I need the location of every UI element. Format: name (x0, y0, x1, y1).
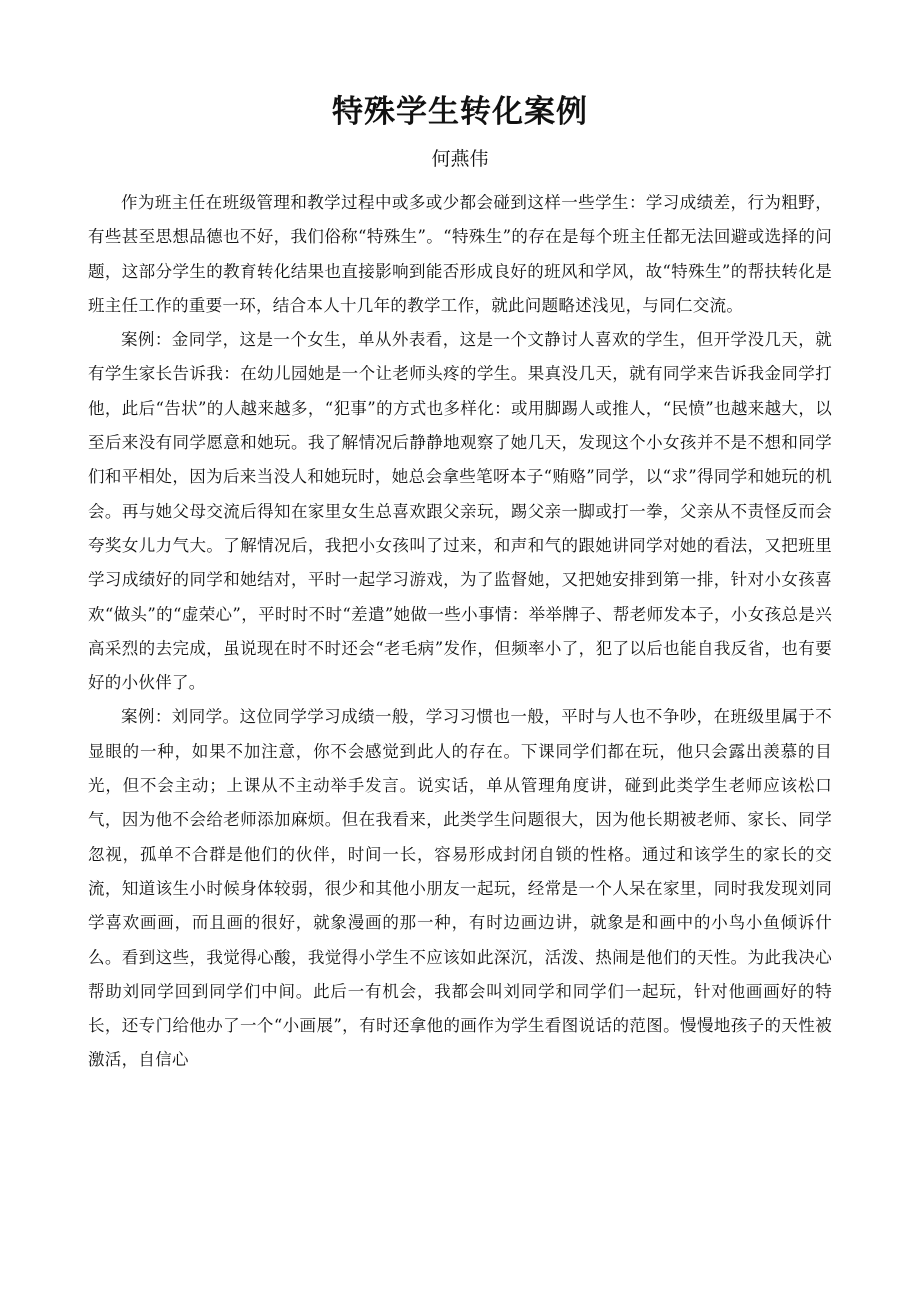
paragraph-case-liu: 案例：刘同学。这位同学学习成绩一般，学习习惯也一般，平时与人也不争吵，在班级里属于不显眼的一种，如果不加注意，你不会感觉到此人的存在。下课同学们都在玩，他只会露出羡慕的目光，但不会主动；上课从不主动举手发言。说实话，单从管理角度讲，碰到此类学生老师应该松口气，因为他不会给老师添加麻烦。但在我看来，此类学生问题很大，因为他长期被老师、家长、同学忽视，孤单不合群是他们的伙伴，时间一长，容易形成封闭自锁的性格。通过和该学生的家长的交流，知道该生小时候身体较弱，很少和其他小朋友一起玩，经常是一个人呆在家里，同时我发现刘同学喜欢画画，而且画的很好，就象漫画的那一种，有时边画边讲，就象是和画中的小鸟小鱼倾诉什么。看到这些，我觉得心酸，我觉得小学生不应该如此深沉，活泼、热闹是他们的天性。为此我决心帮助刘同学回到同学们中间。此后一有机会，我都会叫刘同学和同学们一起玩，针对他画画好的特长，还专门给他办了一个“小画展”，有时还拿他的画作为学生看图说话的范图。慢慢地孩子的天性被激活，自信心 (88, 707, 832, 1070)
paragraph-intro: 作为班主任在班级管理和教学过程中或多或少都会碰到这样一些学生：学习成绩差，行为粗野，有些甚至思想品德也不好，我们俗称“特殊生”。“特殊生”的存在是每个班主任都无法回避或选择的问题，这部分学生的教育转化结果也直接影响到能否形成良好的班风和学风，故“特殊生”的帮扶转化是班主任工作的重要一环，结合本人十几年的教学工作，就此问题略述浅见，与同仁交流。 (88, 193, 832, 315)
document-title: 特殊学生转化案例 (332, 94, 588, 130)
document-page (88, 88, 832, 1078)
paragraph-case-jin: 案例：金同学，这是一个女生，单从外表看，这是一个文静讨人喜欢的学生，但开学没几天，就有学生家长告诉我：在幼儿园她是一个让老师头疼的学生。果真没几天，就有同学来告诉我金同学打他，此后“告状”的人越来越多，“犯事”的方式也多样化：或用脚踢人或推人，“民愤”也越来越大，以至后来没有同学愿意和她玩。我了解情况后静静地观察了她几天，发现这个小女孩并不是不想和同学们和平相处，因为后来当没人和她玩时，她总会拿些笔呀本子“贿赂”同学，以“求”得同学和她玩的机会。再与她父母交流后得知在家里女生总喜欢跟父亲玩，踢父亲一脚或打一拳，父亲从不责怪反而会夸奖女儿力气大。了解情况后，我把小女孩叫了过来，和声和气的跟她讲同学对她的看法，又把班里学习成绩好的同学和她结对，平时一起学习游戏，为了监督她，又把她安排到第一排，针对小女孩喜欢“做头”的“虚荣心”，平时时不时“差遣”她做一些小事情：举举牌子、帮老师发本子，小女孩总是兴高采烈的去完成，虽说现在时不时还会“老毛病”发作，但频率小了，犯了以后也能自我反省，也有要好的小伙伴了。 (88, 330, 832, 693)
document-body (88, 186, 832, 1078)
document-author: 何燕伟 (431, 148, 489, 170)
